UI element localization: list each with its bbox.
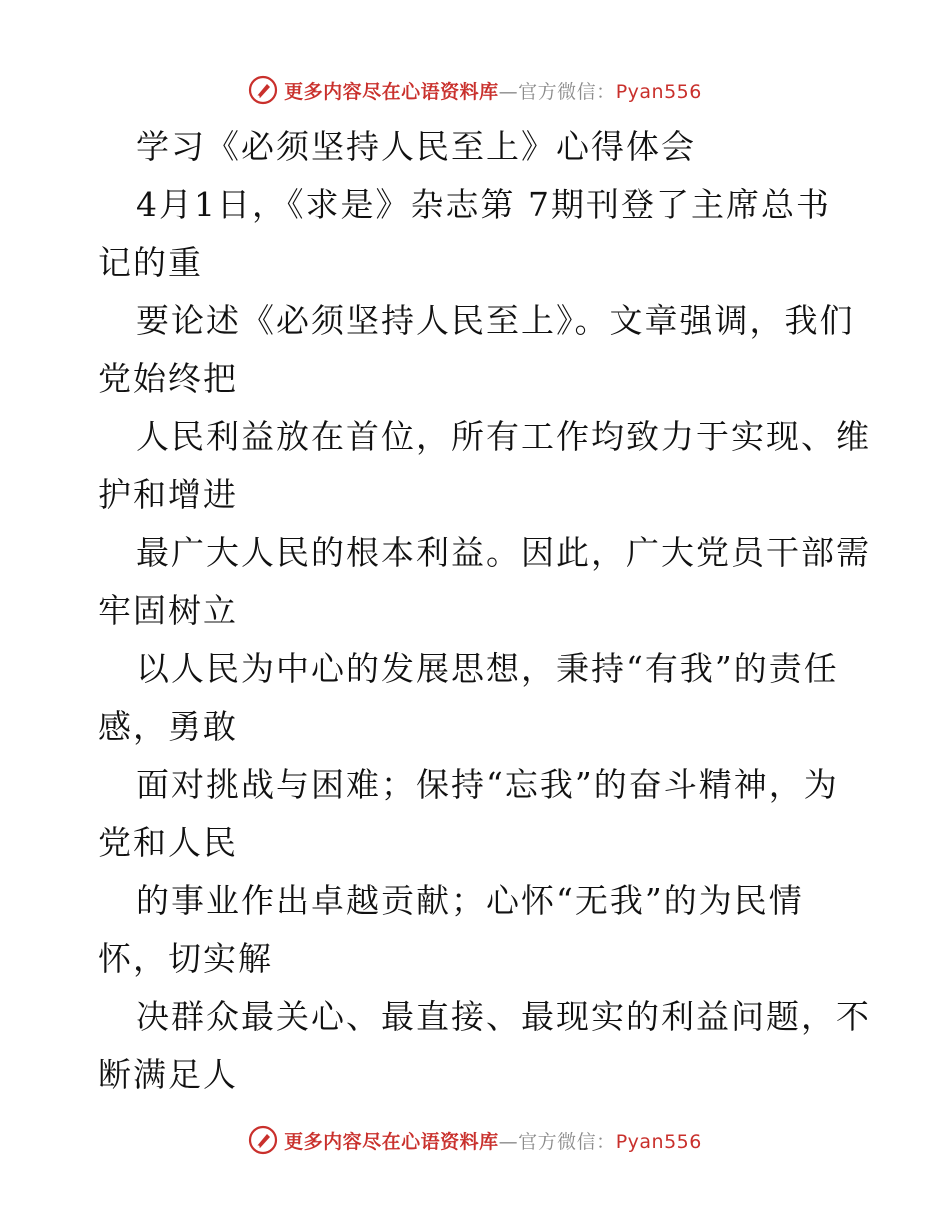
footer-banner bbox=[0, 1120, 950, 1160]
pen-nib-logo-icon bbox=[248, 75, 278, 105]
paragraph-line: 党始终把 bbox=[98, 359, 238, 398]
document-title: 学习《必须坚持人民至上》心得体会 bbox=[136, 127, 696, 166]
paragraph-line: 以人民为中心的发展思想，秉持“有我”的责任 bbox=[136, 649, 839, 688]
paragraph-line: 的事业作出卓越贡献；心怀“无我”的为民情 bbox=[136, 881, 804, 920]
paragraph-line: 党和人民 bbox=[98, 823, 238, 862]
paragraph-line: 牢固树立 bbox=[98, 591, 238, 630]
paragraph-line: 4月1日，《求是》杂志第 7期刊登了主席总书 bbox=[136, 185, 831, 224]
banner-site-name: 更多内容尽在心语资料库 bbox=[284, 80, 499, 103]
banner-wechat-id: Pyan556 bbox=[615, 80, 702, 103]
banner-text bbox=[284, 1127, 702, 1154]
banner-wechat-id: Pyan556 bbox=[615, 1130, 702, 1153]
banner-dash: — bbox=[498, 1130, 519, 1153]
paragraph-line: 记的重 bbox=[98, 243, 203, 282]
header-banner bbox=[0, 70, 950, 110]
paragraph-line: 怀，切实解 bbox=[98, 939, 273, 978]
paragraph-line: 决群众最关心、最直接、最现实的利益问题，不 bbox=[136, 997, 871, 1036]
paragraph-line: 人民利益放在首位，所有工作均致力于实现、维 bbox=[136, 417, 871, 456]
paragraph-line: 最广大人民的根本利益。因此，广大党员干部需 bbox=[136, 533, 871, 572]
banner-text bbox=[284, 77, 702, 104]
banner-wechat-label: 官方微信： bbox=[518, 1130, 616, 1153]
paragraph-line: 要论述《必须坚持人民至上》。文章强调，我们 bbox=[136, 301, 855, 340]
pen-nib-logo-icon bbox=[248, 1125, 278, 1155]
banner-wechat-label: 官方微信： bbox=[518, 80, 616, 103]
banner-site-name: 更多内容尽在心语资料库 bbox=[284, 1130, 499, 1153]
banner-dash: — bbox=[498, 80, 519, 103]
paragraph-line: 面对挑战与困难；保持“忘我”的奋斗精神，为 bbox=[136, 765, 839, 804]
document-body bbox=[98, 118, 871, 1104]
paragraph-line: 护和增进 bbox=[98, 475, 238, 514]
paragraph-line: 感，勇敢 bbox=[98, 707, 238, 746]
paragraph-line: 断满足人 bbox=[98, 1055, 238, 1094]
